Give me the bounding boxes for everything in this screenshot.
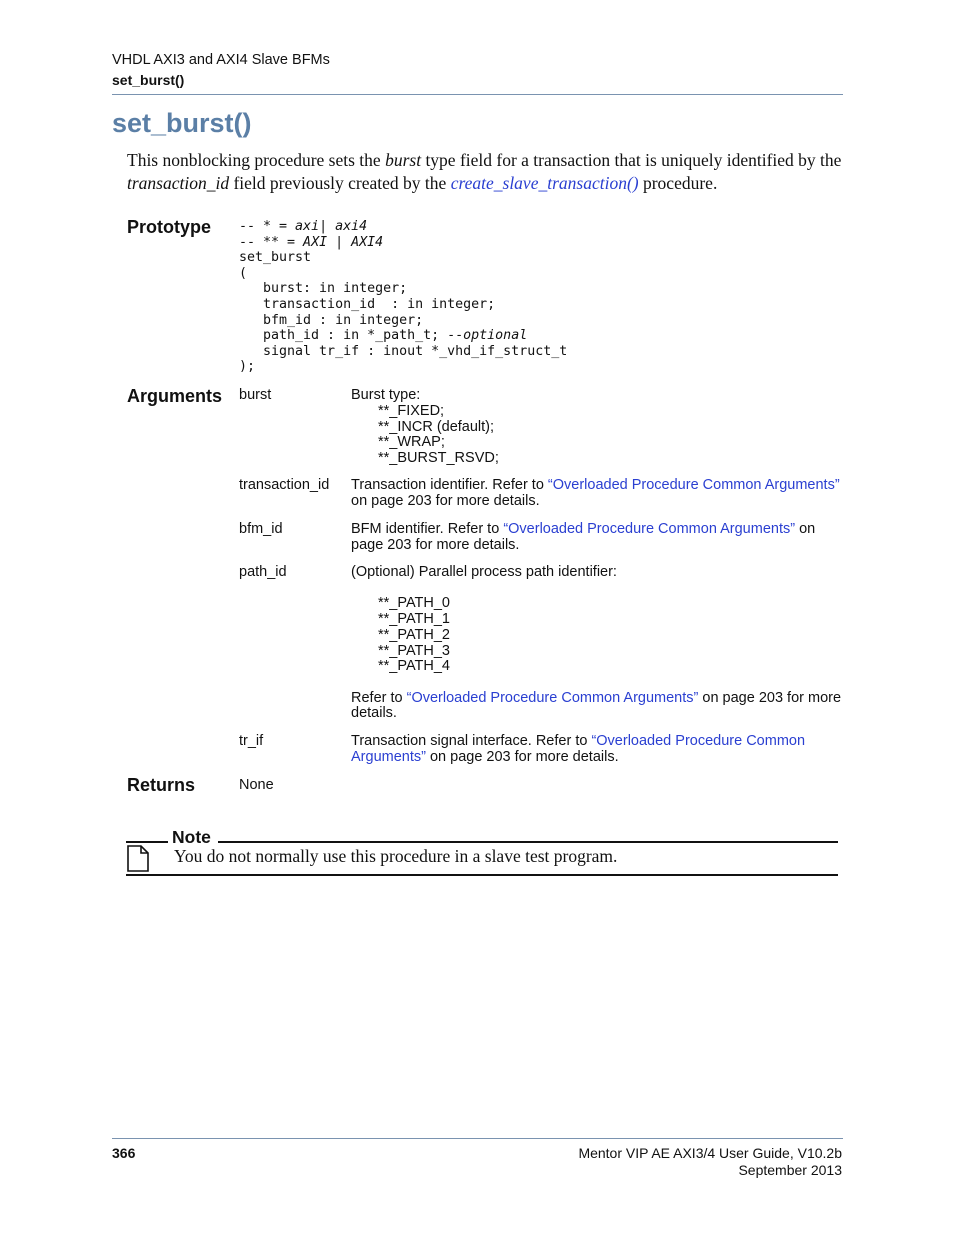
arg-desc-transaction-id: Transaction identifier. Refer to “Overloaded Procedure Common Arguments” on page 203 for more details. — [351, 477, 840, 509]
burst-value: **_WRAP; — [378, 434, 445, 451]
arg-desc-path-id — [351, 565, 843, 722]
note-rule-bottom — [126, 874, 838, 876]
page-number: 366 — [112, 1145, 136, 1161]
arg-desc-tr-if: Transaction signal interface. Refer to “Overloaded Procedure Common Arguments” on page 203 for more details. — [351, 733, 806, 765]
intro-text-2: type field for a transaction that is uniquely identified by the — [421, 150, 842, 170]
note-label: Note — [172, 827, 211, 847]
arg-desc-path-id-text: (Optional) Parallel process path identifier: — [351, 564, 617, 580]
path-value: **_PATH_1 — [378, 610, 450, 627]
burst-value: **_INCR (default); — [378, 418, 495, 435]
burst-value: **_FIXED; — [378, 402, 445, 419]
intro-text-1: This nonblocking procedure sets the — [127, 150, 386, 170]
arg-name-tr-if: tr_if — [239, 733, 264, 749]
running-header-section: VHDL AXI3 and AXI4 Slave BFMs — [112, 52, 330, 68]
header-rule — [112, 94, 843, 95]
path-value: **_PATH_2 — [378, 626, 450, 643]
overloaded-args-link[interactable]: “Overloaded Procedure Common Arguments” — [406, 689, 699, 706]
note-rule-left — [126, 841, 168, 843]
path-value: **_PATH_3 — [378, 642, 450, 659]
path-value: **_PATH_0 — [378, 595, 450, 612]
running-header-topic: set_burst() — [112, 72, 185, 88]
returns-value: None — [239, 777, 274, 793]
note-page-icon — [127, 845, 149, 872]
footer-date: September 2013 — [738, 1162, 842, 1178]
arg-name-path-id: path_id — [239, 564, 287, 580]
overloaded-args-link[interactable]: “Overloaded Procedure Common Arguments” — [351, 733, 806, 765]
arg-desc-burst-text: Burst type: — [351, 387, 421, 403]
note-rule-right — [218, 841, 838, 843]
section-label-prototype: Prototype — [127, 217, 212, 237]
intro-emphasis-transaction-id: transaction_id — [127, 172, 230, 193]
section-label-returns: Returns — [127, 775, 196, 795]
intro-paragraph — [127, 149, 843, 194]
page-title: set_burst() — [112, 108, 252, 138]
arg-desc-path-id-refer: Refer to “Overloaded Procedure Common Arguments” on page 203 for more details. — [351, 689, 842, 722]
arg-name-bfm-id: bfm_id — [239, 521, 283, 537]
section-label-arguments: Arguments — [127, 386, 223, 406]
prototype-code: -- * = axi| axi4 -- ** = AXI | AXI4 set_burst ( burst: in integer; transaction_id : in integer; bfm_id : in integer; path_id : in *_path_t; --optional signal tr_if : inout *_vhd_if_struct_t ); — [239, 219, 568, 375]
intro-text-4: procedure. — [638, 172, 718, 193]
burst-value: **_BURST_RSVD; — [378, 450, 499, 467]
footer-rule — [112, 1138, 843, 1139]
arg-name-transaction-id: transaction_id — [239, 477, 330, 493]
note-text: You do not normally use this procedure in a slave test program. — [174, 846, 618, 866]
arg-name-burst: burst — [239, 387, 272, 403]
overloaded-args-link[interactable]: “Overloaded Procedure Common Arguments” — [503, 521, 796, 537]
intro-text-3: field previously created by the — [229, 172, 451, 193]
intro-emphasis-burst: burst — [385, 150, 422, 170]
path-value: **_PATH_4 — [378, 658, 450, 675]
arg-desc-bfm-id: BFM identifier. Refer to “Overloaded Procedure Common Arguments” on page 203 for more details. — [351, 521, 816, 553]
footer-guide-title: Mentor VIP AE AXI3/4 User Guide, V10.2b — [578, 1145, 842, 1161]
arg-desc-burst — [351, 388, 843, 467]
overloaded-args-link[interactable]: “Overloaded Procedure Common Arguments” — [547, 477, 840, 493]
create-slave-transaction-link[interactable]: create_slave_transaction() — [450, 172, 639, 193]
